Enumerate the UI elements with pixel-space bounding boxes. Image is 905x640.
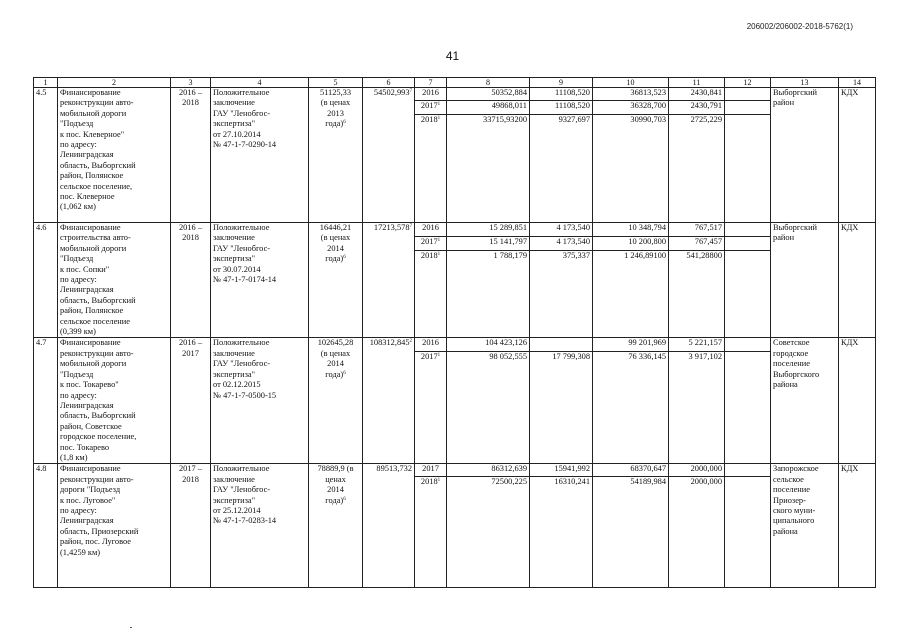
year-cell bbox=[415, 236, 447, 251]
customer bbox=[839, 338, 876, 464]
amount-other bbox=[725, 223, 771, 237]
project-name bbox=[58, 88, 171, 223]
amount-total-text: 50352,884 bbox=[491, 88, 527, 97]
amount-total-text: 1 788,179 bbox=[493, 251, 527, 261]
year-cell bbox=[415, 338, 447, 351]
amount-regional-text: 76 336,145 bbox=[628, 351, 666, 361]
estimated-cost bbox=[309, 464, 363, 588]
year-cell-text: 2018 bbox=[420, 115, 438, 124]
amount-total-text: 15 289,851 bbox=[489, 223, 527, 232]
amount-other bbox=[725, 464, 771, 477]
header-cell: 8 bbox=[447, 78, 530, 88]
amount-other bbox=[725, 236, 771, 251]
location-text: Выборгский район bbox=[773, 88, 818, 108]
year-cell-footnote: 1 bbox=[437, 237, 441, 243]
year-cell-footnote: 1 bbox=[437, 102, 441, 107]
amount-regional bbox=[593, 223, 669, 237]
table-row bbox=[34, 88, 876, 101]
amount-total bbox=[447, 338, 530, 351]
amount-other bbox=[725, 88, 771, 101]
amount-regional bbox=[593, 477, 669, 588]
header-cell: 12 bbox=[725, 78, 771, 88]
location-text: Советское городское поселение Выборгского района bbox=[773, 338, 820, 390]
current-cost-footnote: 2 bbox=[409, 339, 412, 345]
amount-local-text: 2000,000 bbox=[690, 477, 722, 487]
current-cost-text: 89513,732 bbox=[376, 464, 412, 474]
amount-regional-text: 36328,700 bbox=[630, 101, 666, 110]
customer-text: КДХ bbox=[841, 338, 859, 348]
header-cell: 3 bbox=[171, 78, 211, 88]
location bbox=[771, 88, 839, 223]
year-cell-text: 2017 bbox=[420, 101, 438, 110]
amount-federal-text: 16310,241 bbox=[554, 477, 590, 487]
amount-other bbox=[725, 251, 771, 338]
header-cell: 7 bbox=[415, 78, 447, 88]
amount-local bbox=[669, 338, 725, 351]
amount-regional bbox=[593, 351, 669, 464]
estimated-cost bbox=[309, 88, 363, 223]
current-cost-text: 54502,993 bbox=[373, 88, 410, 97]
customer bbox=[839, 464, 876, 588]
amount-federal bbox=[530, 223, 593, 237]
amount-regional-text: 36813,523 bbox=[630, 88, 666, 97]
amount-federal-text: 11108,520 bbox=[555, 88, 590, 97]
estimated-cost-text: 51125,33 (в ценах 2013 года) bbox=[319, 88, 352, 129]
amount-federal bbox=[530, 351, 593, 464]
header-row bbox=[34, 78, 876, 88]
expertise-conclusion-text: Положительное заключение ГАУ "Ленобгос- экспертиза" от 25.12.2014 № 47-1-7-0283-14 bbox=[213, 464, 277, 526]
amount-total-text: 98 052,555 bbox=[489, 351, 527, 361]
location bbox=[771, 464, 839, 588]
customer-text: КДХ bbox=[841, 223, 859, 232]
current-cost-text: 17213,578 bbox=[373, 223, 410, 232]
amount-regional bbox=[593, 236, 669, 251]
customer-text: КДХ bbox=[841, 464, 859, 474]
amount-total-text: 72500,225 bbox=[491, 477, 527, 487]
amount-other bbox=[725, 351, 771, 464]
amount-total bbox=[447, 251, 530, 338]
year-cell bbox=[415, 477, 447, 588]
amount-federal-text: 4 173,540 bbox=[556, 223, 590, 232]
current-cost-footnote: 7 bbox=[409, 224, 412, 229]
page-number: 41 bbox=[445, 49, 460, 63]
amount-total bbox=[447, 223, 530, 237]
customer-text: КДХ bbox=[841, 88, 859, 97]
current-cost bbox=[363, 464, 415, 588]
amount-local-text: 767,517 bbox=[694, 223, 722, 232]
amount-federal-text: 4 173,540 bbox=[556, 236, 590, 246]
header-cell: 5 bbox=[309, 78, 363, 88]
amount-local-text: 2000,000 bbox=[690, 464, 722, 474]
amount-regional-text: 30990,703 bbox=[630, 115, 666, 124]
year-cell-footnote: 1 bbox=[437, 252, 441, 258]
implementation-period-text: 2017 – 2018 bbox=[178, 464, 203, 484]
amount-total-text: 33715,93200 bbox=[483, 115, 527, 124]
amount-other bbox=[725, 115, 771, 223]
item-number-text: 4.7 bbox=[36, 338, 47, 348]
location bbox=[771, 223, 839, 338]
amount-local-text: 2430,841 bbox=[690, 88, 722, 97]
amount-regional bbox=[593, 251, 669, 338]
year-cell bbox=[415, 464, 447, 477]
expertise-conclusion-text: Положительное заключение ГАУ "Ленобгос- экспертиза" от 02.12.2015 № 47-1-7-0500-15 bbox=[213, 338, 277, 400]
implementation-period bbox=[171, 88, 211, 223]
amount-local bbox=[669, 464, 725, 477]
table-row bbox=[34, 338, 876, 351]
implementation-period-text: 2016 – 2017 bbox=[178, 338, 203, 358]
amount-local-text: 2725,229 bbox=[690, 115, 722, 124]
year-cell-text: 2018 bbox=[420, 477, 438, 487]
amount-regional-text: 68370,647 bbox=[630, 464, 666, 474]
project-name-text: Финансирование реконструкции авто- мобильной дороги "Подъезд к пос. Клеверное" по адресу: Ленинградская область, Выборгский район, Полянское сельское поселение, пос. Клеверное (1,062 км) bbox=[60, 88, 136, 212]
year-cell-text: 2017 bbox=[420, 236, 438, 246]
amount-local-text: 5 221,157 bbox=[688, 338, 722, 348]
estimated-cost bbox=[309, 223, 363, 338]
amount-regional bbox=[593, 101, 669, 115]
amount-total bbox=[447, 464, 530, 477]
header-cell: 10 bbox=[593, 78, 669, 88]
header-cell: 9 bbox=[530, 78, 593, 88]
amount-total bbox=[447, 88, 530, 101]
amount-total bbox=[447, 351, 530, 464]
amount-federal bbox=[530, 115, 593, 223]
amount-local bbox=[669, 101, 725, 115]
year-cell bbox=[415, 101, 447, 115]
item-number-text: 4.6 bbox=[36, 223, 47, 232]
year-cell-text: 2017 bbox=[420, 351, 438, 361]
amount-federal bbox=[530, 236, 593, 251]
amount-regional-text: 10 348,794 bbox=[628, 223, 666, 232]
year-cell-text: 2016 bbox=[422, 338, 439, 348]
amount-regional bbox=[593, 338, 669, 351]
implementation-period bbox=[171, 338, 211, 464]
amount-local bbox=[669, 251, 725, 338]
amount-total bbox=[447, 115, 530, 223]
year-cell bbox=[415, 115, 447, 223]
estimated-cost bbox=[309, 338, 363, 464]
item-number bbox=[34, 338, 58, 464]
project-name bbox=[58, 464, 171, 588]
amount-federal bbox=[530, 338, 593, 351]
current-cost-text: 108312,845 bbox=[369, 338, 410, 348]
amount-local bbox=[669, 115, 725, 223]
implementation-period-text: 2016 – 2018 bbox=[178, 223, 203, 243]
amount-total-text: 15 141,797 bbox=[489, 236, 527, 246]
amount-federal-text: 375,337 bbox=[562, 251, 590, 261]
header-cell: 6 bbox=[363, 78, 415, 88]
expertise-conclusion-text: Положительное заключение ГАУ "Ленобгос- экспертиза" от 27.10.2014 № 47-1-7-0290-14 bbox=[213, 88, 277, 150]
amount-regional-text: 1 246,89100 bbox=[624, 251, 666, 261]
expertise-conclusion bbox=[211, 88, 309, 223]
amount-regional bbox=[593, 464, 669, 477]
year-cell-footnote: 1 bbox=[437, 352, 441, 358]
program-table bbox=[33, 77, 876, 588]
amount-total bbox=[447, 236, 530, 251]
location-text: Выборгский район bbox=[773, 223, 818, 243]
amount-local-text: 2430,791 bbox=[690, 101, 722, 110]
location bbox=[771, 338, 839, 464]
amount-federal bbox=[530, 464, 593, 477]
table-row bbox=[34, 464, 876, 477]
amount-regional-text: 99 201,969 bbox=[628, 338, 666, 348]
estimated-cost-footnote: 6 bbox=[343, 255, 346, 261]
amount-local bbox=[669, 351, 725, 464]
amount-local bbox=[669, 223, 725, 237]
current-cost bbox=[363, 88, 415, 223]
amount-total bbox=[447, 101, 530, 115]
implementation-period bbox=[171, 223, 211, 338]
amount-total-text: 86312,639 bbox=[491, 464, 527, 474]
year-cell bbox=[415, 223, 447, 237]
year-cell-text: 2016 bbox=[422, 223, 439, 232]
year-cell-text: 2018 bbox=[420, 251, 438, 261]
implementation-period bbox=[171, 464, 211, 588]
amount-local bbox=[669, 88, 725, 101]
item-number bbox=[34, 88, 58, 223]
item-number-text: 4.5 bbox=[36, 88, 47, 97]
year-cell-footnote: 1 bbox=[437, 478, 441, 484]
amount-federal-text: 17 799,308 bbox=[552, 351, 590, 361]
table-row bbox=[34, 223, 876, 237]
item-number bbox=[34, 223, 58, 338]
expertise-conclusion bbox=[211, 338, 309, 464]
estimated-cost-footnote: 6 bbox=[343, 370, 346, 376]
estimated-cost-text: 78889,9 (в ценах 2014 года) bbox=[317, 464, 354, 505]
amount-other bbox=[725, 101, 771, 115]
amount-total-text: 104 423,126 bbox=[485, 338, 527, 348]
year-cell bbox=[415, 251, 447, 338]
amount-local bbox=[669, 236, 725, 251]
customer bbox=[839, 88, 876, 223]
amount-local-text: 767,457 bbox=[694, 236, 722, 246]
header-cell: 2 bbox=[58, 78, 171, 88]
amount-total-text: 49868,011 bbox=[491, 101, 527, 110]
document-id: 206002/206002-2018-5762(1) bbox=[746, 22, 853, 31]
amount-other bbox=[725, 338, 771, 351]
current-cost-footnote: 7 bbox=[409, 89, 412, 94]
amount-federal bbox=[530, 101, 593, 115]
estimated-cost-text: 16446,21 (в ценах 2014 года) bbox=[319, 223, 352, 264]
table-body bbox=[34, 78, 876, 588]
item-number bbox=[34, 464, 58, 588]
scan-speck bbox=[130, 627, 132, 628]
project-name-text: Финансирование реконструкции авто- мобильной дороги "Подъезд к пос. Токарево" по адресу: Ленинградская область, Выборгский район, Советское городское поселение, пос. Токарево (1,8 км) bbox=[60, 338, 137, 462]
year-cell-text: 2017 bbox=[422, 464, 439, 474]
amount-regional-text: 10 200,800 bbox=[628, 236, 666, 246]
amount-total bbox=[447, 477, 530, 588]
expertise-conclusion bbox=[211, 464, 309, 588]
amount-regional-text: 54189,984 bbox=[630, 477, 666, 487]
amount-regional bbox=[593, 88, 669, 101]
location-text: Запорожское сельское поселение Приозер- ского муни- ципального района bbox=[773, 464, 819, 536]
expertise-conclusion-text: Положительное заключение ГАУ "Ленобгос- экспертиза" от 30.07.2014 № 47-1-7-0174-14 bbox=[213, 223, 277, 285]
expertise-conclusion bbox=[211, 223, 309, 338]
customer bbox=[839, 223, 876, 338]
year-cell-footnote: 1 bbox=[437, 116, 441, 121]
project-name-text: Финансирование строительства авто- мобильной дороги "Подъезд к пос. Сопки" по адресу: Ленинградская область, Выборгский район, Полянское сельское поселение (0,399 км) bbox=[60, 223, 136, 337]
header-cell: 11 bbox=[669, 78, 725, 88]
project-name bbox=[58, 223, 171, 338]
estimated-cost-text: 102645,28 (в ценах 2014 года) bbox=[317, 338, 354, 379]
amount-local-text: 541,28800 bbox=[686, 251, 722, 261]
header-cell: 4 bbox=[211, 78, 309, 88]
year-cell-text: 2016 bbox=[422, 88, 439, 97]
item-number-text: 4.8 bbox=[36, 464, 47, 474]
estimated-cost-footnote: 6 bbox=[343, 120, 346, 126]
amount-federal bbox=[530, 88, 593, 101]
year-cell bbox=[415, 351, 447, 464]
project-name-text: Финансирование реконструкции авто- дороги "Подъезд к пос. Луговое" по адресу: Ленинградская область, Приозерский район, пос. Луговое (1,4259 км) bbox=[60, 464, 139, 557]
amount-federal bbox=[530, 251, 593, 338]
header-cell: 1 bbox=[34, 78, 58, 88]
header-cell: 14 bbox=[839, 78, 876, 88]
amount-federal-text: 9327,697 bbox=[558, 115, 590, 124]
amount-federal bbox=[530, 477, 593, 588]
estimated-cost-footnote: 6 bbox=[343, 496, 346, 502]
year-cell bbox=[415, 88, 447, 101]
implementation-period-text: 2016 – 2018 bbox=[178, 88, 203, 108]
amount-federal-text: 15941,992 bbox=[554, 464, 590, 474]
amount-other bbox=[725, 477, 771, 588]
amount-local bbox=[669, 477, 725, 588]
project-name bbox=[58, 338, 171, 464]
amount-local-text: 3 917,102 bbox=[688, 351, 722, 361]
header-cell: 13 bbox=[771, 78, 839, 88]
amount-regional bbox=[593, 115, 669, 223]
amount-federal-text: 11108,520 bbox=[555, 101, 590, 110]
current-cost bbox=[363, 338, 415, 464]
current-cost bbox=[363, 223, 415, 338]
